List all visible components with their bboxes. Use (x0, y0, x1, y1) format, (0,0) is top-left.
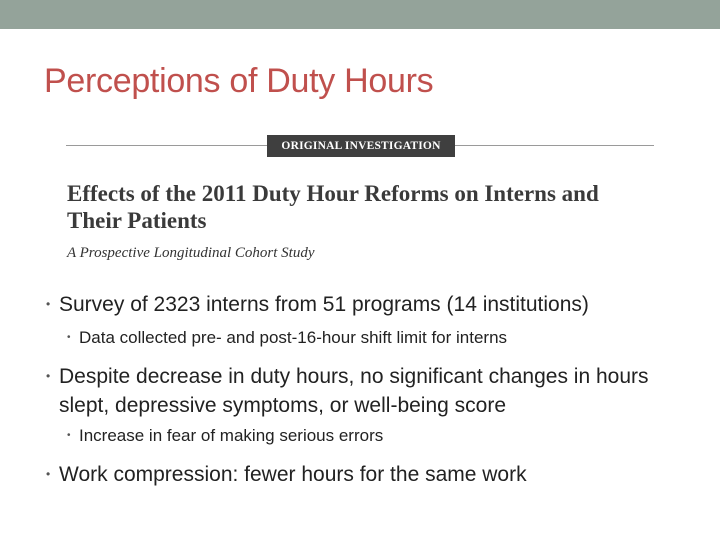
sub-bullet-item: • Data collected pre- and post-16-hour shift limit for interns (79, 327, 679, 349)
slide-title: Perceptions of Duty Hours (44, 62, 434, 100)
bullet-item: • Work compression: fewer hours for the same work (59, 460, 679, 489)
sub-bullet-item: • Increase in fear of making serious errors (79, 425, 679, 447)
article-title: Effects of the 2011 Duty Hour Reforms on Interns and Their Patients (67, 181, 599, 233)
article-section-tag: ORIGINAL INVESTIGATION (267, 135, 455, 157)
bullet-item: • Despite decrease in duty hours, no significant changes in hours slept, depressive symptoms, or well-being score (59, 362, 679, 420)
article-header-image (66, 135, 656, 270)
article-subtitle: A Prospective Longitudinal Cohort Study (67, 245, 315, 261)
top-accent-bar (0, 0, 720, 29)
bullet-item: • Survey of 2323 interns from 51 programs (14 institutions) (59, 290, 679, 319)
